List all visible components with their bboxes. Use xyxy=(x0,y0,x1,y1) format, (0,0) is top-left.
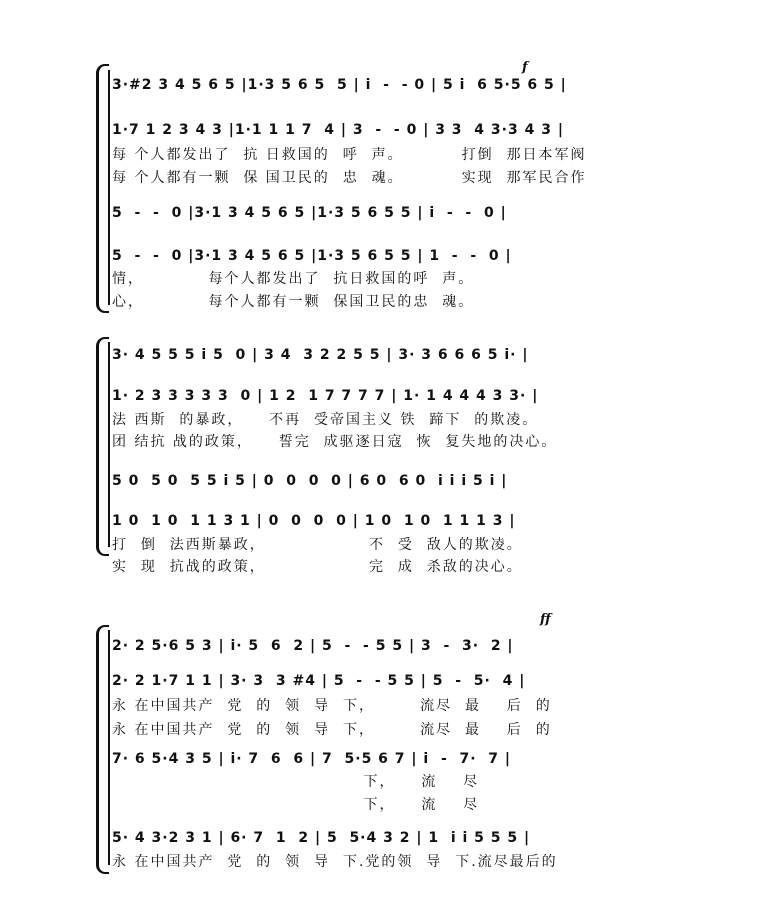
lyric-line: 打 倒 法西斯暴政， 不 受 敌人的欺凌。 xyxy=(112,537,523,553)
lyric-line: 每 个人都有一颗 保 国卫民的 忠 魂。 实现 那军民合作 xyxy=(112,170,587,186)
lyric-line: 团 结抗 战的政策， 誓完 成驱逐日寇 恢 复失地的决心。 xyxy=(112,434,558,450)
music-line: 5 - - 0 |3·1 3 4 5 6 5 |1·3 5 6 5 5 | 1 - - 0 | xyxy=(112,248,512,264)
lyric-line: 永 在中国共产 党 的 领 导 下， 流尽 最 后 的 xyxy=(112,698,552,714)
lyric-line: 下， 流 尽 xyxy=(112,774,480,790)
lyric-line: 实 现 抗战的政策， 完 成 杀敌的决心。 xyxy=(112,559,523,575)
music-line: 1· 2 3 3 3 3 3 0 | 1 2 1 7 7 7 7 | 1· 1 4 4 4 3 3· | xyxy=(112,388,539,404)
lyric-line: 心， 每个人都有一颗 保国卫民的忠 魂。 xyxy=(112,294,475,310)
music-line: 1 0 1 0 1 1 3 1 | 0 0 0 0 | 1 0 1 0 1 1 1 3 | xyxy=(112,513,516,529)
music-line: 3· 4 5 5 5 i 5 0 | 3 4 3 2 2 5 5 | 3· 3 6 6 6 5 i· | xyxy=(112,347,529,363)
music-line: 7· 6 5·4 3 5 | i· 7 6 6 | 7 5·5 6 7 | i - 7· 7 | xyxy=(112,751,512,767)
lyric-line: 下， 流 尽 xyxy=(112,797,480,813)
system-line xyxy=(108,342,110,547)
music-line: 2· 2 5·6 5 3 | i· 5 6 2 | 5 - - 5 5 | 3 - 3· 2 | xyxy=(112,638,514,654)
system-line xyxy=(108,70,110,305)
music-line: 1·7 1 2 3 4 3 |1·1 1 1 7 4 | 3 - - 0 | 3 3 4 3·3 4 3 | xyxy=(112,122,564,138)
dynamic-marking: ff xyxy=(540,612,551,627)
music-line: 3·#2 3 4 5 6 5 |1·3 5 6 5 5 | i - - 0 | 5 i 6 5·5 6 5 | xyxy=(112,77,567,93)
music-line: 2· 2 1·7 1 1 | 3· 3 3 #4 | 5 - - 5 5 | 5 - 5· 4 | xyxy=(112,673,526,689)
lyric-line: 法 西斯 的暴政， 不再 受帝国主义 铁 蹄下 的欺凌。 xyxy=(112,412,539,428)
music-line: 5· 4 3·2 3 1 | 6· 7 1 2 | 5 5·4 3 2 | 1 i i 5 5 5 | xyxy=(112,830,531,846)
system-line xyxy=(108,630,110,865)
lyric-line: 每 个人都发出了 抗 日救国的 呼 声。 打倒 那日本军阀 xyxy=(112,147,587,163)
dynamic-marking: f xyxy=(522,60,528,75)
music-line: 5 0 5 0 5 5 i 5 | 0 0 0 0 | 6 0 6 0 i i i 5 i | xyxy=(112,473,508,489)
lyric-line: 情， 每个人都发出了 抗日救国的呼 声。 xyxy=(112,271,475,287)
lyric-line: 永 在中国共产 党 的 领 导 下.党的领 导 下.流尽最后的 xyxy=(112,854,558,870)
music-line: 5 - - 0 |3·1 3 4 5 6 5 |1·3 5 6 5 5 | i - - 0 | xyxy=(112,205,507,221)
lyric-line: 永 在中国共产 党 的 领 导 下， 流尽 最 后 的 xyxy=(112,722,552,738)
